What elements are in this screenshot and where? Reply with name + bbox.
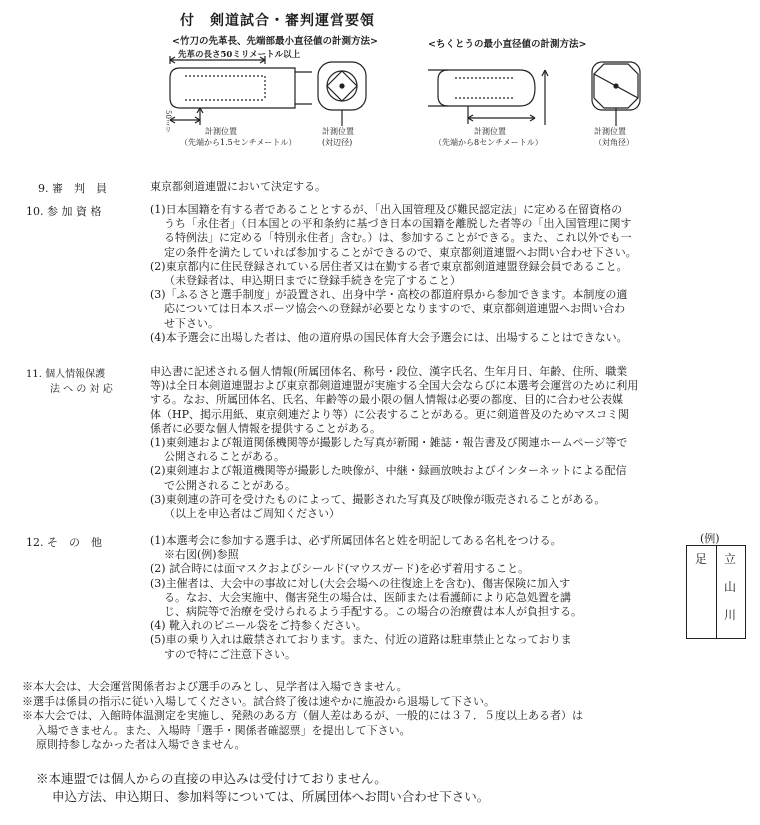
section-10-line: (1)日本国籍を有する者であることとするが、「出入国管理及び難民認定法」に定める在留資格の	[150, 203, 623, 216]
section-10-line: 応については日本スポーツ協会への登録が必要となりますので、東京都剣道連盟へお問い合わ	[164, 302, 626, 316]
section-12-line: (3)主催者は、大会中の事故に対し(大会会場への往復途上を含む)、傷害保険に加入す	[150, 576, 571, 590]
section-12-label: 12. そ の 他	[26, 536, 102, 549]
section-12-line: じ、病院等で治療を受けられるよう手配する。この場合の治療費は本人が負担する。	[164, 604, 582, 618]
section-12-line: (2) 試合時には面マスクおよびシールド(マウスガード)を必ず着用すること。	[150, 562, 530, 576]
section-12-line: すので特にご注意下さい。	[164, 647, 296, 661]
section-11-line: 係者に必要な個人情報を提供することがある。	[150, 421, 381, 435]
document-title: 付 剣道試合・審判運営要領	[180, 13, 375, 29]
note-line: 入場できません。また、入場時「選手・関係者確認票」を提出して下さい。	[36, 723, 411, 737]
section-9-label: 9. 審 判 員	[38, 182, 107, 195]
section-11-line: 体（HP、掲示用紙、東京剣連だより等）に公表することがある。更に剣道普及のためマスコミ関	[150, 407, 629, 421]
section-10-line: (4)本予選会に出場した者は、他の道府県の国民体育大会予選会には、出場することはできない。	[150, 330, 628, 344]
section-11-line: で公開されることがある。	[164, 478, 296, 492]
left-figure-note: 先革の長さ50ミリメートル以上	[178, 50, 301, 60]
notes-block	[22, 680, 583, 753]
left-cross-label-1: 計測位置	[322, 127, 354, 136]
section-10-line: (2)東京都内に住民登録されている居住者又は在勤する者で東京都剣道連盟登録会員であること。	[150, 259, 628, 273]
left-measure-label-2: （先端から1.5センチメートル）	[180, 138, 297, 147]
measurement-figures	[0, 0, 760, 160]
left-measure-label-1: 計測位置	[205, 127, 237, 136]
right-measure-label-2: （先端から8センチメートル）	[434, 138, 543, 147]
section-11-line: 公開されることがある。	[164, 450, 285, 464]
section-12-body	[150, 534, 582, 662]
big-note-line: 申込方法、申込期日、参加料等については、所属団体へお問い合わせ下さい。	[52, 789, 490, 804]
section-10-line: うち「永住者」（日本国との平和条約に基づき日本の国籍を離脱した者等の「出入国管理に関す	[164, 217, 632, 231]
left-cross-label-2: (対辺径)	[322, 138, 353, 147]
note-line: ※本大会は、大会運営関係者および選手のみとし、見学者は入場できません。	[22, 680, 408, 693]
section-10-line: る特例法」に定める「特別永住者」含む。）は、参加することができる。また、これ以外でも一	[164, 231, 632, 245]
note-line: ※本大会では、入館時体温測定を実施し、発熱のある方（個人差はあるが、一般的には３７．５度以上ある者）は	[22, 709, 583, 722]
left-point-label: 50ミリ	[164, 110, 172, 133]
right-measure-label-1: 計測位置	[474, 127, 506, 136]
section-12-line: (5)車の乗り入れは厳禁されております。また、付近の道路は駐車禁止となっておりま	[150, 633, 572, 647]
section-11-line: (1)東剣連および報道関係機関等が撮影した写真が新聞・雑誌・報告書及び関連ホームページ等で	[150, 435, 628, 449]
section-11-line: 等)は全日本剣道連盟および東京都剣道連盟が実施する全国大会ならびに本選考会運営のために利用	[150, 379, 639, 393]
section-10-line: せ下さい。	[164, 316, 219, 330]
section-11-line: する。なお、所属団体名、氏名、年齢等の最小限の個人情報は必要の都度、目的に合わせ公表媒	[150, 393, 623, 407]
section-11-line: (2)東剣連および報道機関等が撮影した映像が、中継・録画放映およびインターネットによる配信	[150, 464, 627, 478]
section-10-body	[150, 203, 637, 345]
chikuto-tip-outline	[438, 70, 535, 106]
big-notes-block	[36, 770, 489, 806]
section-11-line: (3)東剣連の許可を受けたものによって、撮影された写真及び映像が販売されることがある。	[150, 492, 606, 506]
name-tag-right-char: 山	[724, 580, 737, 594]
right-figure-caption: <ちくとうの最小直径値の計測方法>	[428, 39, 587, 50]
section-12-line: ※右図(例)参照	[164, 548, 239, 562]
right-cross-label-1: 計測位置	[594, 127, 626, 136]
name-tag-right-char: 立	[724, 552, 737, 566]
section-11-line: （以上を申込者はご周知ください）	[164, 506, 340, 520]
section-10-line: 定の条件を満たしていれば参加することができるので、東京都剣道連盟へお問い合わせ下さい。	[164, 245, 637, 259]
name-tag-right-char: 川	[724, 608, 737, 622]
section-11-label-2: 法 へ の 対 応	[50, 384, 113, 395]
section-9-text: 東京都剣道連盟において決定する。	[150, 180, 326, 193]
section-12-line: (1)本選考会に参加する選手は、必ず所属団体名と姓を明記してある名札をつける。	[150, 534, 562, 547]
left-figure-caption: <竹刀の先革長、先端部最小直径値の計測方法>	[172, 36, 378, 47]
note-line: ※選手は係員の指示に従い入場してください。試合終了後は速やかに施設から退場して下さい。	[22, 694, 495, 708]
section-12-line: (4) 靴入れのビニール袋をご持参ください。	[150, 619, 367, 633]
section-10-line: (3)「ふるさと選手制度」が設置され、出身中学・高校の都道府県から参加できます。本制度の適	[150, 288, 628, 302]
section-11-line: 申込書に記述される個人情報(所属団体名、称号・段位、漢字氏名、生年月日、年齢、住所、職業	[150, 365, 628, 378]
example-label: (例)	[700, 532, 720, 545]
shinai-tip-outline	[170, 68, 295, 108]
example-name-tag	[686, 545, 746, 639]
section-11-label-1: 11. 個人情報保護	[26, 369, 106, 380]
section-10-line: （未登録者は、申込期日までに登録手続きを完了すること）	[164, 273, 461, 287]
section-10-label: 10. 参 加 資 格	[26, 205, 102, 218]
section-11-body	[150, 365, 638, 521]
big-note-line: ※本連盟では個人からの直接の申込みは受付けておりません。	[36, 771, 387, 786]
section-12-line: る。なお、大会実施中、傷害発生の場合は、医師または看護師により応急処置を講	[164, 590, 571, 604]
name-tag-left-char: 足	[695, 552, 708, 566]
right-cross-label-2: （対角径）	[594, 138, 634, 147]
name-tag-divider	[716, 546, 717, 638]
note-line: 原則持参しなかった者は入場できません。	[36, 738, 246, 751]
